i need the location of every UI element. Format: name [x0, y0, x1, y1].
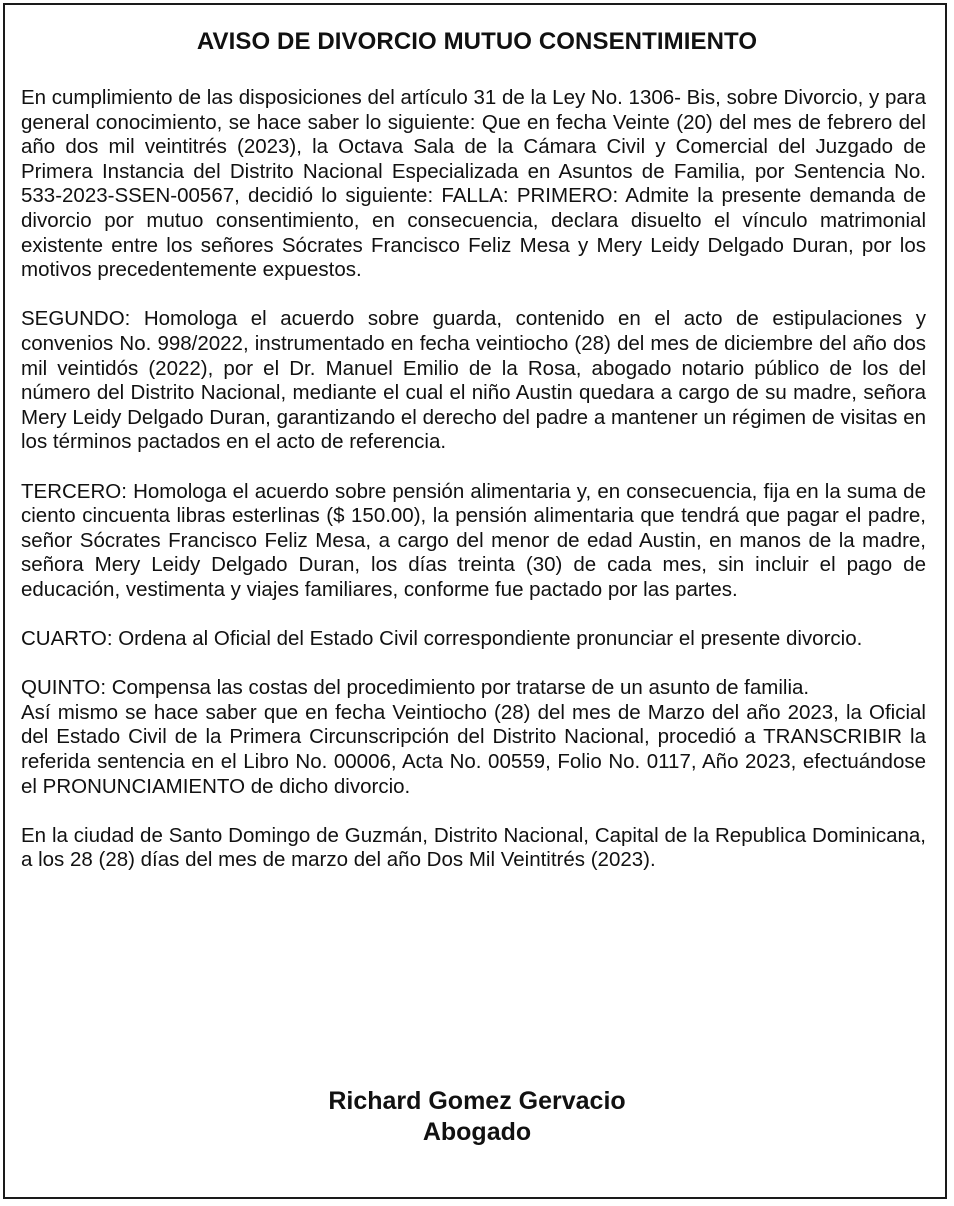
signature-block: [0, 1086, 954, 1148]
signature-name: Richard Gomez Gervacio: [328, 1087, 626, 1115]
notice-body: [21, 86, 926, 873]
signature-role: Abogado: [422, 1118, 532, 1146]
paragraph-closing: En la ciudad de Santo Domingo de Guzmán, Distrito Nacional, Capital de la Republica Dominicana, a los 28 (28) días del mes de marzo del año Dos Mil Veintitrés (2023).: [21, 823, 926, 872]
paragraph-cuarto: CUARTO: Ordena al Oficial del Estado Civil correspondiente pronunciar el presente divorcio.: [21, 627, 863, 651]
paragraph-quinto: QUINTO: Compensa las costas del procedimiento por tratarse de un asunto de familia.: [21, 676, 810, 700]
paragraph-intro: En cumplimiento de las disposiciones del artículo 31 de la Ley No. 1306- Bis, sobre Divorcio, y para general conocimiento, se hace saber lo siguiente: Que en fecha Veinte (20) del mes de febrero del año dos mil veintitrés (2023), la Octava Sala de la Cámara Civil y Comercial del Juzgado de Primera Instancia del Distrito Nacional Especializada en Asuntos de Familia, por Sentencia No. 533-2023-SSEN-00567, decidió lo siguiente: FALLA: PRIMERO: Admite la presente demanda de divorcio por mutuo consentimiento, en consecuencia, declara disuelto el vínculo matrimonial existente entre los señores Sócrates Francisco Feliz Mesa y Mery Leidy Delgado Duran, por los motivos precedentemente expuestos.: [21, 86, 926, 282]
paragraph-transcription: Así mismo se hace saber que en fecha Veintiocho (28) del mes de Marzo del año 2023, la Oficial del Estado Civil de la Primera Circunscripción del Distrito Nacional, procedió a TRANSCRIBIR la referida sentencia en el Libro No. 00006, Acta No. 00559, Folio No. 0117, Año 2023, efectuándose el PRONUNCIAMIENTO de dicho divorcio.: [21, 700, 926, 798]
paragraph-segundo: SEGUNDO: Homologa el acuerdo sobre guarda, contenido en el acto de estipulaciones y convenios No. 998/2022, instrumentado en fecha veintiocho (28) del mes de diciembre del año dos mil veintidós (2022), por el Dr. Manuel Emilio de la Rosa, abogado notario público de los del número del Distrito Nacional, mediante el cual el niño Austin quedara a cargo de su madre, señora Mery Leidy Delgado Duran, garantizando el derecho del padre a mantener un régimen de visitas en los términos pactados en el acto de referencia.: [21, 307, 926, 454]
paragraph-tercero: TERCERO: Homologa el acuerdo sobre pensión alimentaria y, en consecuencia, fija en la suma de ciento cincuenta libras esterlinas ($ 150.00), la pensión alimentaria que tendrá que pagar el padre, señor Sócrates Francisco Feliz Mesa, a cargo del menor de edad Austin, en manos de la madre, señora Mery Leidy Delgado Duran, los días treinta (30) de cada mes, sin incluir el pago de educación, vestimenta y viajes familiares, conforme fue pactado por las partes.: [21, 479, 926, 601]
notice-title: AVISO DE DIVORCIO MUTUO CONSENTIMIENTO: [196, 28, 758, 55]
